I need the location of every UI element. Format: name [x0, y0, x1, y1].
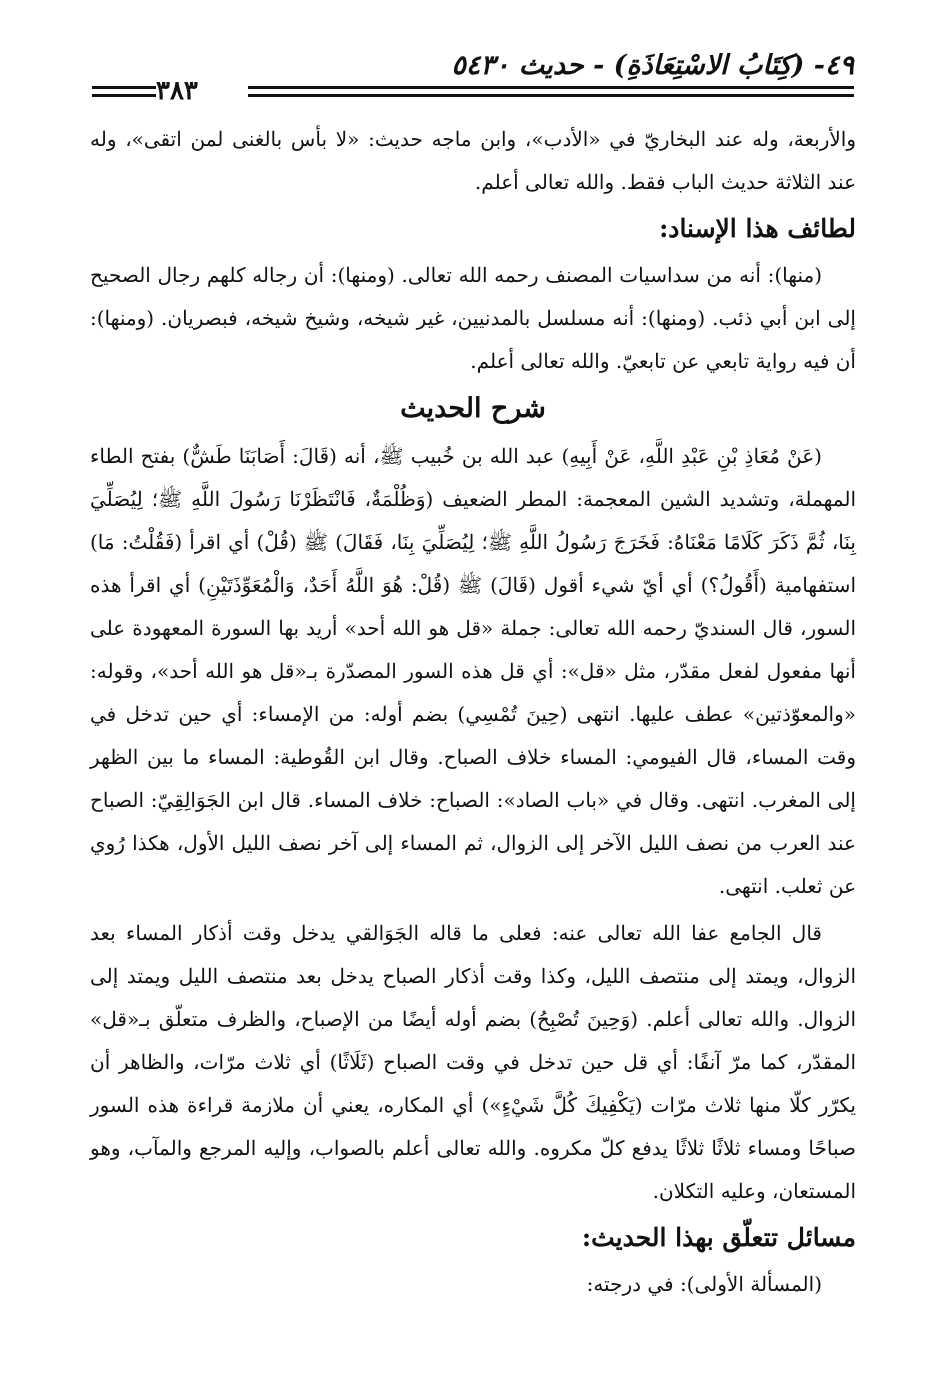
paragraph-masala-1: (المسألة الأولى): في درجته:: [586, 1272, 822, 1296]
paragraph-lataif: (منها): أنه من سداسيات المصنف رحمه الله تعالى. (ومنها): أن رجاله كلهم رجال الصحيح إلى ابن أبي ذئب. (ومنها): أنه مسلسل بالمدنيين، غير شيخه، وشيخ شيخه، فبصريان. (ومنها): أن فيه رواية تابعي عن تابعيّ. والله تعالى أعلم.: [90, 263, 856, 373]
chapter-title: ٤٩- (كِتَابُ الاسْتِعَاذَةِ) - حديث ٥٤٣٠: [451, 50, 854, 81]
paragraph-sharh: (عَنْ مُعَاذِ بْنِ عَبْدِ اللَّهِ، عَنْ أَبِيهِ) عبد الله بن خُبيب ﷺ، أنه (قَالَ: أَصَابَنَا طَشٌّ) بفتح الطاء المهملة، وتشديد الشين المعجمة: المطر الضعيف (وَظُلْمَةٌ، فَانْتَظَرْنَا رَسُولَ اللَّهِ ﷺ؛ لِيُصَلِّيَ بِنَا، ثُمَّ ذَكَرَ كَلَامًا مَعْنَاهُ: فَخَرَجَ رَسُولُ اللَّهِ ﷺ؛ لِيُصَلِّيَ بِنَا، فَقَالَ) ﷺ (قُلْ) أي اقرأ (فَقُلْتُ: مَا) استفهامية (أَقُولُ؟) أي أيّ شيء أقول (قَالَ) ﷺ (قُلْ: هُوَ اللَّهُ أَحَدٌ، وَالْمُعَوِّذَتَيْنِ) أي اقرأ هذه السور، قال السنديّ رحمه الله تعالى: جملة «قل هو الله أحد» أريد بها السورة المعهودة على أنها مفعول لفعل مقدّر، مثل «قل»: أي قل هذه السور المصدّرة بـ«قل هو الله أحد»، وقوله: «والمعوّذتين» عطف عليها. انتهى (حِينَ تُمْسِي) بضم أوله: من الإمساء: أي حين تدخل في وقت المساء، قال الفيومي: المساء خلاف الصباح. وقال ابن القُوطية: المساء ما بين الظهر إلى المغرب. انتهى. وقال في «باب الصاد»: الصباح: خلاف المساء. قال ابن الجَوَالِقِيّ: الصباح عند العرب من نصف الليل الآخر إلى الزوال، ثم المساء إلى آخر نصف الليل الأول، هكذا رُوي عن ثعلب. انتهى.: [90, 444, 856, 898]
header-rule: [248, 86, 854, 100]
heading-sharh: شرح الحديث: [400, 393, 546, 424]
heading-lataif: لطائف هذا الإسناد:: [659, 214, 856, 243]
page-body: [90, 118, 856, 1306]
paragraph-jami: قال الجامع عفا الله تعالى عنه: فعلى ما قاله الجَوَالقي يدخل وقت أذكار المساء بعد الزوال، ويمتد إلى منتصف الليل، وكذا وقت أذكار الصباح يدخل بعد منتصف الليل ويمتد إلى الزوال. والله تعالى أعلم. (وَحِينَ تُصْبِحُ) بضم أوله أيضًا من الإصباح، والظرف متعلّق بـ«قل» المقدّر، كما مرّ آنفًا: أي قل حين تدخل في وقت الصباح (ثَلَاثًا) أي ثلاث مرّات، والظاهر أن يكرّر كلّا منها ثلاث مرّات (يَكْفِيكَ كُلَّ شَيْءٍ») أي المكاره، يعني أن ملازمة قراءة هذه السور صباحًا ومساء ثلاثًا ثلاثًا يدفع كلّ مكروه. والله تعالى أعلم بالصواب، وإليه المرجع والمآب، وهو المستعان، وعليه التكلان.: [90, 921, 857, 1203]
paragraph-opening: والأربعة، وله عند البخاريّ في «الأدب»، وابن ماجه حديث: «لا بأس بالغنى لمن اتقى»، وله عند الثلاثة حديث الباب فقط. والله تعالى أعلم.: [90, 127, 856, 194]
page-number: ٣٨٣: [156, 76, 198, 106]
running-header: [92, 50, 854, 106]
header-rule-short: [92, 86, 156, 100]
heading-masail: مسائل تتعلّق بهذا الحديث:: [581, 1223, 856, 1252]
